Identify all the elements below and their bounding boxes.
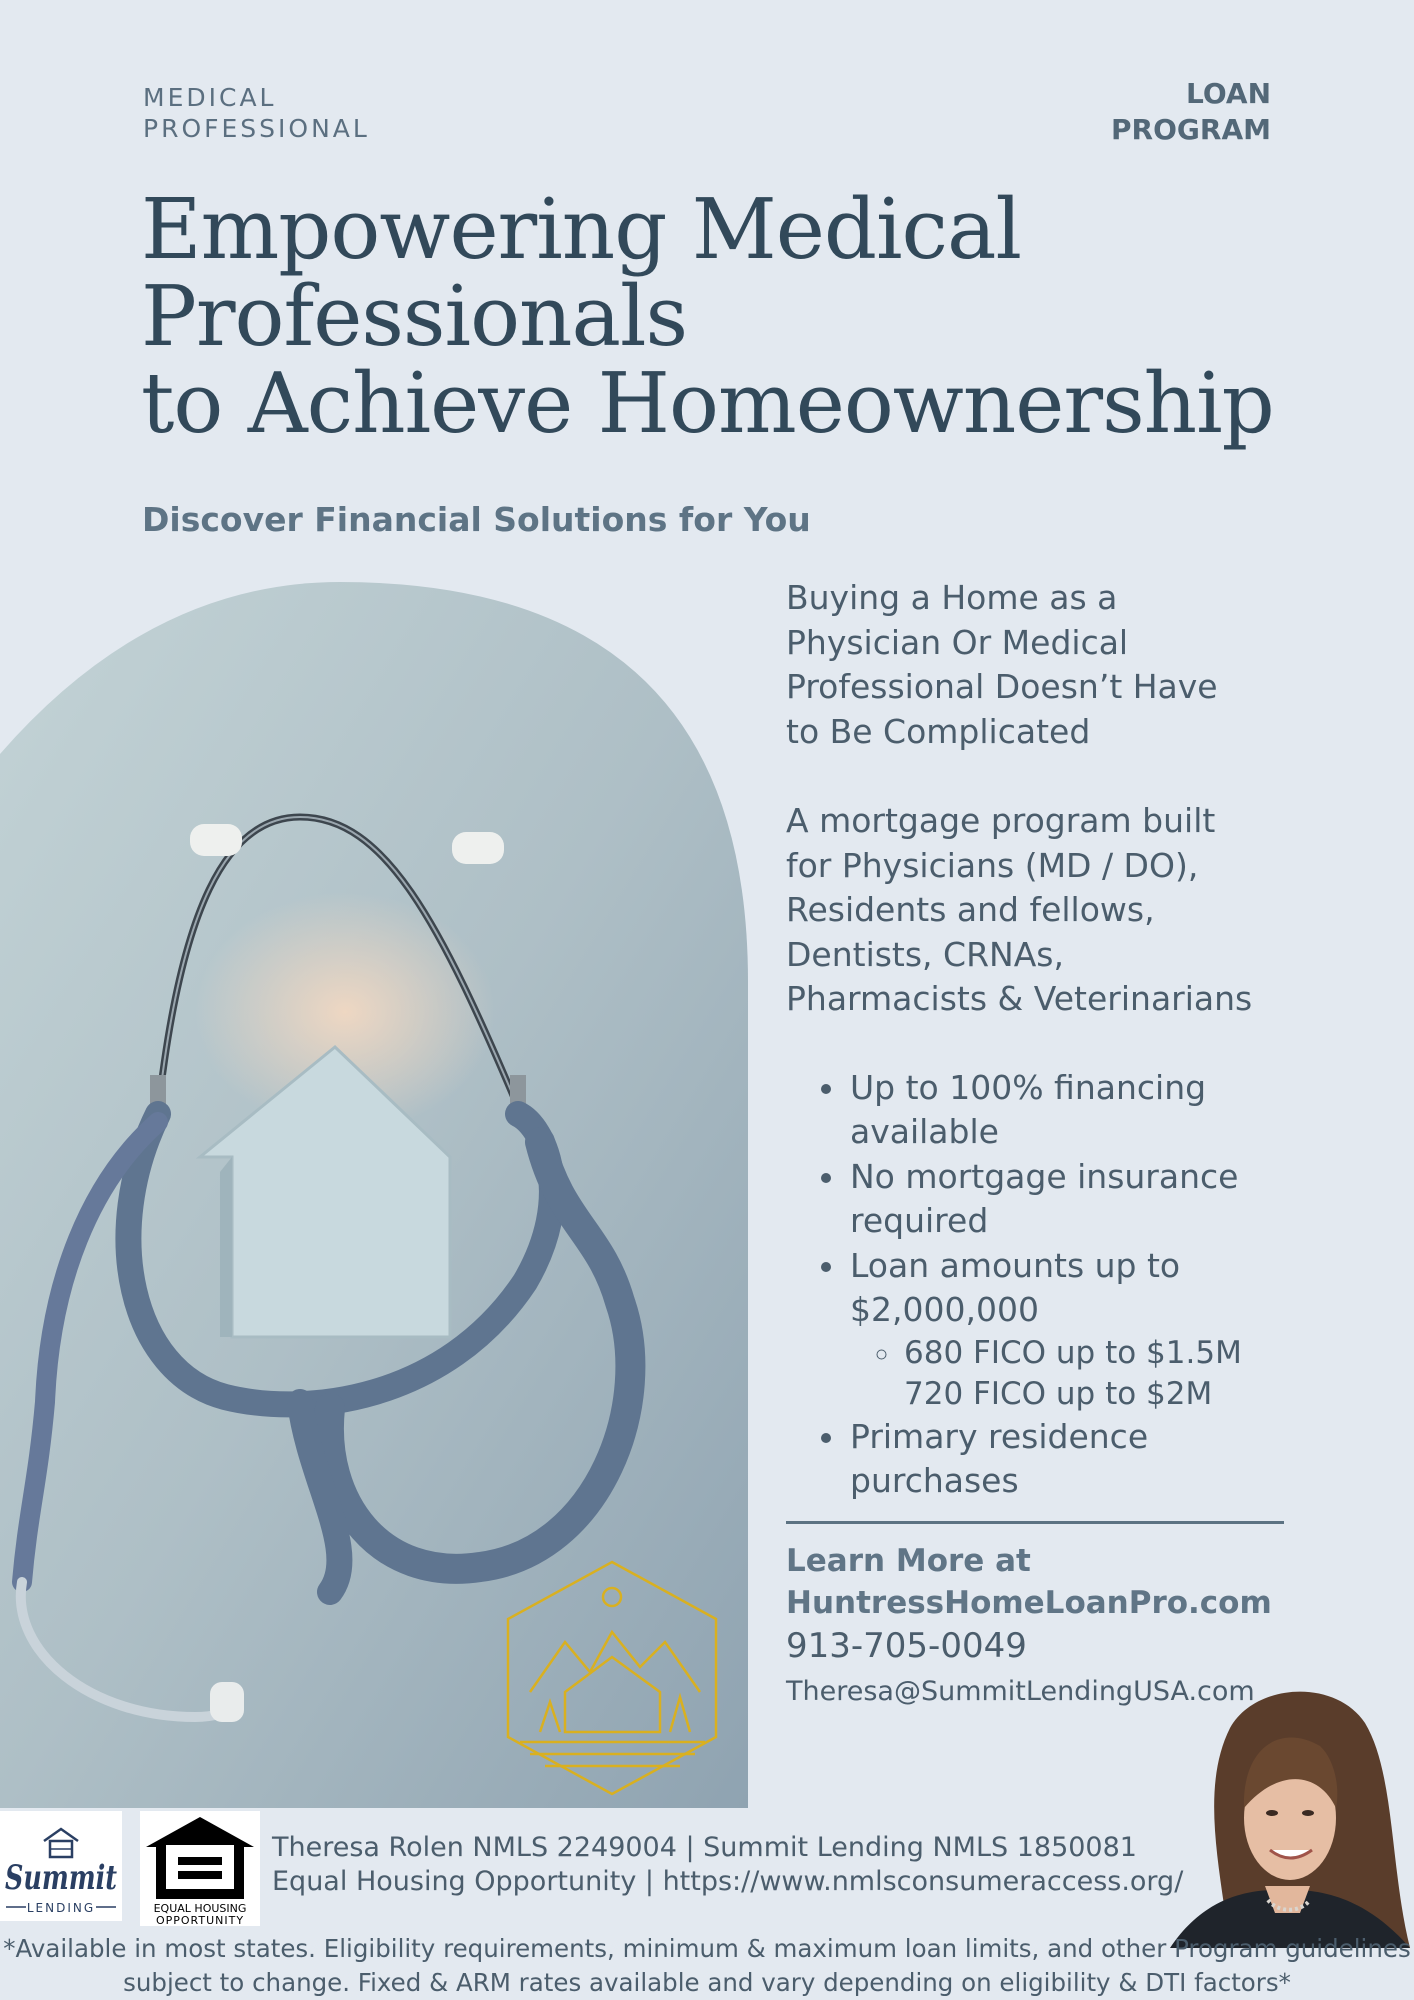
summit-logo-sub: LENDING [26,1901,96,1915]
fico-sublist [850,1333,1306,1415]
summit-logo-name: Summit [5,1858,118,1898]
equal-housing-logo [140,1811,260,1926]
licensing-info: Theresa Rolen NMLS 2249004 | Summit Lending NMLS 1850081 Equal Housing Opportunity | https://www.nmlsconsumeraccess.org/ [272,1832,1184,1897]
legal-disclaimer: *Available in most states. Eligibility requirements, minimum & maximum loan limits, and other Program guidelines subject to change. Fixed & ARM rates available and vary depending on eligibility & DTI factors* [3,1934,1411,1997]
list-item: • Primary residence purchases [848,1415,1306,1504]
list-item: • No mortgage insurance required [848,1155,1306,1244]
ehl-line-1: EQUAL HOUSING [153,1902,247,1915]
learn-more-link[interactable]: Learn More at HuntressHomeLoanPro.com [786,1543,1272,1621]
fico-tiers: ◦ 680 FICO up to $1.5M 720 FICO up to $2M [902,1333,1306,1415]
page-headline: Empowering Medical Professionals to Achieve Homeownership [141,181,1274,452]
program-description: A mortgage program built for Physicians (MD / DO), Residents and fellows, Dentists, CRNAs, Pharmacists & Veterinarians [786,801,1253,1018]
program-category-label: MEDICAL PROFESSIONAL [143,83,370,143]
summit-lending-logo [0,1811,122,1921]
program-type-label: LOAN PROGRAM [1111,77,1271,146]
program-details [786,576,1306,1504]
ehl-line-2: OPPORTUNITY [155,1914,245,1927]
subheadline: Discover Financial Solutions for You [142,500,811,539]
stethoscope-house-image [0,582,748,1808]
divider [786,1521,1284,1524]
intro-text: Buying a Home as a Physician Or Medical Professional Doesn’t Have to Be Complicated [786,578,1218,751]
list-item: • Up to 100% financing available [848,1066,1306,1155]
benefits-list [786,1066,1306,1504]
phone-number[interactable]: 913-705-0049 [786,1626,1027,1666]
email-address[interactable]: Theresa@SummitLendingUSA.com [786,1676,1255,1707]
agent-portrait-photo [1160,1668,1414,1948]
list-item [848,1244,1306,1415]
list-item-label: Loan amounts up to $2,000,000 [850,1245,1181,1329]
